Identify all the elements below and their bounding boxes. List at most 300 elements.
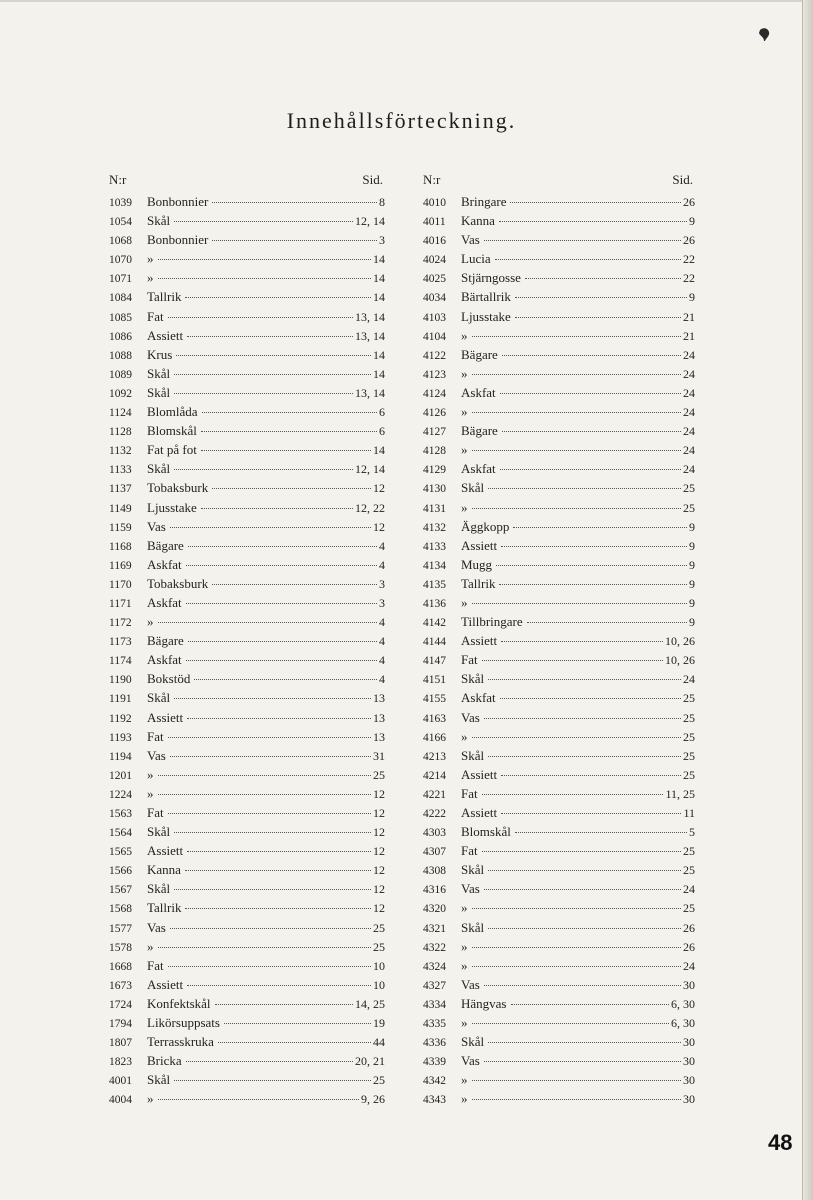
index-entry (423, 383, 695, 402)
index-entry (109, 765, 385, 784)
entry-number: 1128 (109, 426, 132, 439)
entry-number: 1566 (109, 865, 132, 878)
entry-name: Skål (147, 881, 171, 897)
entry-name: Assiett (147, 843, 184, 859)
entry-number: 4222 (423, 808, 446, 820)
entry-number: 4123 (423, 368, 446, 381)
entry-name: » (461, 1091, 468, 1107)
entry-page: 13, 14 (355, 309, 385, 324)
dot-leader (472, 450, 682, 451)
dot-leader (525, 278, 681, 279)
entry-page: 25 (683, 481, 695, 496)
entry-name: Kanna (461, 213, 495, 229)
index-entry (109, 612, 385, 631)
entry-number: 1578 (109, 941, 132, 954)
entry-name: » (461, 1015, 468, 1031)
entry-number: 4024 (423, 254, 446, 267)
entry-number: 4327 (423, 979, 446, 992)
index-entry (423, 727, 695, 746)
entry-page: 12, 14 (355, 462, 385, 477)
entry-name: Stjärngosse (461, 270, 521, 286)
index-entry (109, 326, 385, 345)
index-entry (423, 650, 695, 669)
entry-page: 24 (683, 385, 695, 400)
entry-name: Vas (461, 976, 480, 992)
dot-leader (158, 794, 372, 795)
entry-name: » (461, 327, 468, 343)
dot-leader (170, 928, 371, 929)
dot-leader (158, 775, 372, 776)
entry-number: 4131 (423, 502, 446, 515)
entry-name: Skål (147, 213, 171, 229)
entry-name: Konfektskål (147, 995, 211, 1011)
index-list-left (109, 192, 385, 1109)
entry-number: 1577 (109, 922, 132, 935)
entry-page: 26 (683, 920, 695, 935)
index-entry (109, 1089, 385, 1108)
entry-name: Askfat (461, 384, 496, 400)
entry-number: 1564 (109, 827, 132, 840)
entry-name: Vas (461, 232, 480, 248)
entry-number: 1224 (109, 788, 132, 801)
index-entry (109, 841, 385, 860)
dot-leader (502, 355, 681, 356)
entry-number: 4163 (423, 712, 446, 725)
entry-page: 9 (689, 214, 695, 229)
entry-page: 25 (683, 901, 695, 916)
entry-number: 1088 (109, 349, 132, 362)
entry-page: 4 (379, 653, 385, 668)
entry-name: Assiett (147, 709, 184, 725)
entry-page: 24 (683, 366, 695, 381)
entry-page: 6, 30 (671, 996, 695, 1011)
entry-name: Bägare (147, 633, 184, 649)
entry-number: 4151 (423, 674, 446, 687)
dot-leader (484, 240, 681, 241)
index-entry (423, 994, 695, 1013)
dot-leader (186, 603, 377, 604)
entry-page: 3 (379, 595, 385, 610)
entry-page: 13 (373, 729, 385, 744)
index-entry (109, 555, 385, 574)
entry-page: 22 (683, 271, 695, 286)
entry-page: 12 (373, 844, 385, 859)
dot-leader (510, 202, 681, 203)
entry-number: 4336 (423, 1037, 446, 1050)
dot-leader (202, 412, 377, 413)
entry-name: Bärtallrik (461, 289, 511, 305)
index-entry (109, 1051, 385, 1070)
dot-leader (495, 259, 681, 260)
entry-name: Askfat (147, 556, 182, 572)
entry-number: 1194 (109, 750, 132, 763)
dot-leader (174, 393, 353, 394)
entry-number: 4303 (423, 827, 446, 840)
page-column-heading: Sid. (362, 172, 383, 187)
entry-name: Fat (461, 652, 478, 668)
dot-leader (501, 546, 687, 547)
entry-page: 4 (379, 538, 385, 553)
entry-name: Ljusstake (147, 499, 197, 515)
entry-name: Skål (461, 1034, 485, 1050)
entry-page: 12 (373, 901, 385, 916)
entry-name: Äggkopp (461, 518, 510, 534)
dot-leader (187, 851, 371, 852)
entry-number: 1174 (109, 655, 132, 668)
entry-name: Terrasskruka (147, 1034, 214, 1050)
dot-leader (212, 240, 377, 241)
entry-name: Bricka (147, 1053, 182, 1069)
entry-page: 21 (683, 328, 695, 343)
entry-number: 1084 (109, 292, 132, 305)
index-entry (109, 669, 385, 688)
dot-leader (511, 1004, 670, 1005)
index-entry (423, 937, 695, 956)
dot-leader (472, 908, 682, 909)
entry-page: 9 (689, 538, 695, 553)
index-entry (423, 459, 695, 478)
entry-name: » (147, 766, 154, 782)
entry-page: 25 (683, 863, 695, 878)
entry-page: 9 (689, 615, 695, 630)
entry-number: 4010 (423, 197, 446, 209)
entry-name: Skål (147, 461, 171, 477)
entry-name: » (461, 442, 468, 458)
entry-number: 4132 (423, 521, 446, 534)
dot-leader (194, 679, 377, 680)
dot-leader (502, 431, 681, 432)
index-entry (109, 898, 385, 917)
dot-leader (168, 317, 353, 318)
dot-leader (201, 431, 377, 432)
index-entry (423, 326, 695, 345)
entry-page: 3 (379, 576, 385, 591)
entry-number: 4155 (423, 693, 446, 706)
entry-number: 1169 (109, 559, 132, 572)
entry-number: 1201 (109, 769, 132, 782)
entry-name: Vas (461, 881, 480, 897)
entry-name: Skål (461, 747, 485, 763)
dot-leader (484, 889, 681, 890)
entry-name: » (461, 938, 468, 954)
dot-leader (501, 641, 663, 642)
entry-name: Fat (147, 308, 164, 324)
entry-page: 9 (689, 519, 695, 534)
entry-number: 4001 (109, 1075, 132, 1088)
entry-page: 24 (683, 958, 695, 973)
entry-name: Skål (147, 690, 171, 706)
entry-number: 1567 (109, 884, 132, 897)
index-entry (423, 1051, 695, 1070)
entry-page: 26 (683, 233, 695, 248)
dot-leader (174, 374, 371, 375)
entry-name: Vas (461, 1053, 480, 1069)
entry-number: 4128 (423, 445, 446, 458)
entry-name: Ljusstake (461, 308, 511, 324)
dot-leader (201, 508, 353, 509)
entry-name: Blomskål (147, 423, 197, 439)
index-entry (109, 994, 385, 1013)
dot-leader (472, 947, 682, 948)
dot-leader (515, 832, 687, 833)
page-right-edge (802, 0, 813, 1200)
index-entry (109, 727, 385, 746)
entry-name: Assiett (147, 327, 184, 343)
index-entry (109, 688, 385, 707)
page-number: 48 (768, 1130, 793, 1155)
entry-number: 1563 (109, 808, 132, 820)
index-entry (423, 498, 695, 517)
entry-page: 11, 25 (665, 786, 695, 801)
entry-page: 9 (689, 576, 695, 591)
index-entry (109, 860, 385, 879)
entry-name: Bägare (461, 423, 498, 439)
entry-name: Askfat (461, 690, 496, 706)
entry-number: 1173 (109, 636, 132, 649)
entry-page: 25 (683, 710, 695, 725)
index-entry (423, 631, 695, 650)
entry-page: 19 (373, 1016, 385, 1031)
entry-page: 10, 26 (665, 634, 695, 649)
entry-number: 4135 (423, 578, 446, 591)
dot-leader (488, 1042, 681, 1043)
entry-name: Assiett (461, 633, 498, 649)
entry-name: » (461, 957, 468, 973)
index-entry (423, 574, 695, 593)
entry-page: 14 (373, 271, 385, 286)
index-entry (423, 440, 695, 459)
entry-page: 24 (683, 347, 695, 362)
entry-name: Likörsuppsats (147, 1015, 220, 1031)
entry-page: 25 (683, 500, 695, 515)
index-entry (109, 287, 385, 306)
entry-page: 12 (373, 825, 385, 840)
entry-name: Skål (461, 919, 485, 935)
index-entry (423, 345, 695, 364)
entry-number: 4342 (423, 1075, 446, 1088)
dot-leader (174, 698, 371, 699)
index-entry (109, 307, 385, 326)
dot-leader (187, 718, 371, 719)
index-entry (109, 268, 385, 287)
entry-number: 4213 (423, 750, 446, 763)
entry-page: 20, 21 (355, 1054, 385, 1069)
index-entry (423, 708, 695, 727)
entry-number: 4034 (423, 292, 446, 305)
dot-leader (472, 336, 682, 337)
entry-page: 3 (379, 233, 385, 248)
entry-name: » (461, 728, 468, 744)
index-entry (109, 536, 385, 555)
dot-leader (185, 297, 371, 298)
entry-name: Skål (461, 862, 485, 878)
entry-number: 1070 (109, 254, 132, 267)
entry-name: Tobaksburk (147, 480, 209, 496)
entry-number: 1190 (109, 674, 132, 687)
entry-page: 24 (683, 462, 695, 477)
page-top-edge (0, 0, 803, 2)
dot-leader (499, 221, 687, 222)
entry-number: 4147 (423, 655, 446, 668)
entry-page: 24 (683, 672, 695, 687)
index-entry (109, 440, 385, 459)
entry-page: 25 (373, 767, 385, 782)
entry-number: 4144 (423, 636, 446, 649)
entry-number: 1085 (109, 311, 132, 324)
dot-leader (501, 775, 681, 776)
entry-page: 9 (689, 595, 695, 610)
entry-name: Bonbonnier (147, 194, 209, 209)
entry-number: 1054 (109, 216, 132, 229)
page-column-heading: Sid. (672, 172, 693, 187)
entry-page: 14 (373, 252, 385, 267)
dot-leader (484, 1061, 681, 1062)
index-entry (423, 898, 695, 917)
index-entry (109, 459, 385, 478)
dot-leader (185, 870, 371, 871)
entry-page: 12 (373, 519, 385, 534)
entry-name: Skål (147, 384, 171, 400)
entry-number: 1092 (109, 387, 132, 400)
dot-leader (185, 908, 371, 909)
entry-name: » (147, 938, 154, 954)
entry-name: Bägare (461, 346, 498, 362)
index-entry (423, 536, 695, 555)
entry-number: 4142 (423, 617, 446, 630)
entry-name: Fat (147, 805, 164, 820)
entry-number: 4004 (109, 1094, 132, 1107)
index-entry (423, 1070, 695, 1089)
entry-number: 4122 (423, 349, 446, 362)
entry-number: 1568 (109, 903, 132, 916)
index-entry (423, 268, 695, 287)
dot-leader (212, 202, 377, 203)
index-entry (109, 498, 385, 517)
entry-number: 1149 (109, 502, 132, 515)
entry-name: Fat på fot (147, 442, 197, 458)
dot-leader (472, 1023, 670, 1024)
entry-name: Vas (461, 709, 480, 725)
entry-number: 1172 (109, 617, 132, 630)
dot-leader (186, 660, 377, 661)
entry-number: 1191 (109, 693, 132, 706)
entry-number: 4130 (423, 483, 446, 496)
index-entry (109, 230, 385, 249)
entry-number: 4129 (423, 464, 446, 477)
dot-leader (472, 508, 682, 509)
entry-number: 4308 (423, 865, 446, 878)
entry-page: 8 (379, 195, 385, 209)
dot-leader (187, 336, 353, 337)
index-entry (423, 688, 695, 707)
entry-number: 4324 (423, 960, 446, 973)
entry-page: 25 (373, 1073, 385, 1088)
dot-leader (168, 966, 371, 967)
page-title: Innehållsförteckning. (286, 108, 517, 133)
entry-page: 25 (373, 939, 385, 954)
dot-leader (174, 221, 353, 222)
index-entry (423, 918, 695, 937)
entry-page: 12 (373, 806, 385, 820)
entry-page: 12, 22 (355, 500, 385, 515)
entry-name: Hängvas (461, 995, 507, 1011)
index-entry (423, 364, 695, 383)
dot-leader (224, 1023, 371, 1024)
dot-leader (158, 947, 372, 948)
dot-leader (186, 565, 377, 566)
index-entry (109, 708, 385, 727)
dot-leader (201, 450, 371, 451)
entry-number: 1673 (109, 979, 132, 992)
column-header (109, 172, 385, 192)
dot-leader (488, 488, 681, 489)
dot-leader (158, 622, 378, 623)
index-entry (109, 211, 385, 230)
entry-number: 1193 (109, 731, 132, 744)
index-entry (109, 383, 385, 402)
entry-name: Askfat (147, 594, 182, 610)
index-entry (109, 517, 385, 536)
entry-page: 5 (689, 825, 695, 840)
dot-leader (218, 1042, 371, 1043)
entry-name: » (461, 1072, 468, 1088)
entry-page: 26 (683, 939, 695, 954)
dot-leader (215, 1004, 353, 1005)
entry-name: Fat (147, 957, 164, 973)
entry-number: 1794 (109, 1018, 132, 1031)
dot-leader (500, 698, 681, 699)
entry-number: 4221 (423, 788, 446, 801)
ink-blot-mark (757, 26, 771, 42)
entry-name: Fat (461, 843, 478, 859)
entry-name: Mugg (461, 556, 493, 572)
entry-page: 6, 30 (671, 1016, 695, 1031)
dot-leader (484, 718, 681, 719)
entry-number: 1192 (109, 712, 132, 725)
index-entry (109, 746, 385, 765)
entry-page: 9 (689, 290, 695, 305)
entry-name: Askfat (147, 652, 182, 668)
entry-number: 4134 (423, 559, 446, 572)
dot-leader (482, 660, 663, 661)
entry-page: 30 (683, 1035, 695, 1050)
dot-leader (212, 488, 371, 489)
entry-page: 10 (373, 958, 385, 973)
dot-leader (170, 756, 371, 757)
entry-number: 1168 (109, 540, 132, 553)
entry-page: 6 (379, 424, 385, 439)
entry-number: 1724 (109, 998, 132, 1011)
entry-page: 25 (683, 844, 695, 859)
entry-page: 12 (373, 882, 385, 897)
index-entry (423, 421, 695, 440)
dot-leader (212, 584, 377, 585)
entry-number: 1068 (109, 235, 132, 248)
entry-page: 30 (683, 1073, 695, 1088)
entry-number: 1565 (109, 846, 132, 859)
entry-name: Assiett (461, 766, 498, 782)
entry-page: 4 (379, 615, 385, 630)
entry-name: Skål (147, 1072, 171, 1088)
dot-leader (174, 832, 371, 833)
entry-name: Tillbringare (461, 614, 523, 630)
index-entry (423, 249, 695, 268)
index-entry (109, 1032, 385, 1051)
dot-leader (170, 527, 371, 528)
entry-number: 4307 (423, 846, 446, 859)
entry-name: » (461, 900, 468, 916)
entry-name: Blomlåda (147, 404, 198, 420)
